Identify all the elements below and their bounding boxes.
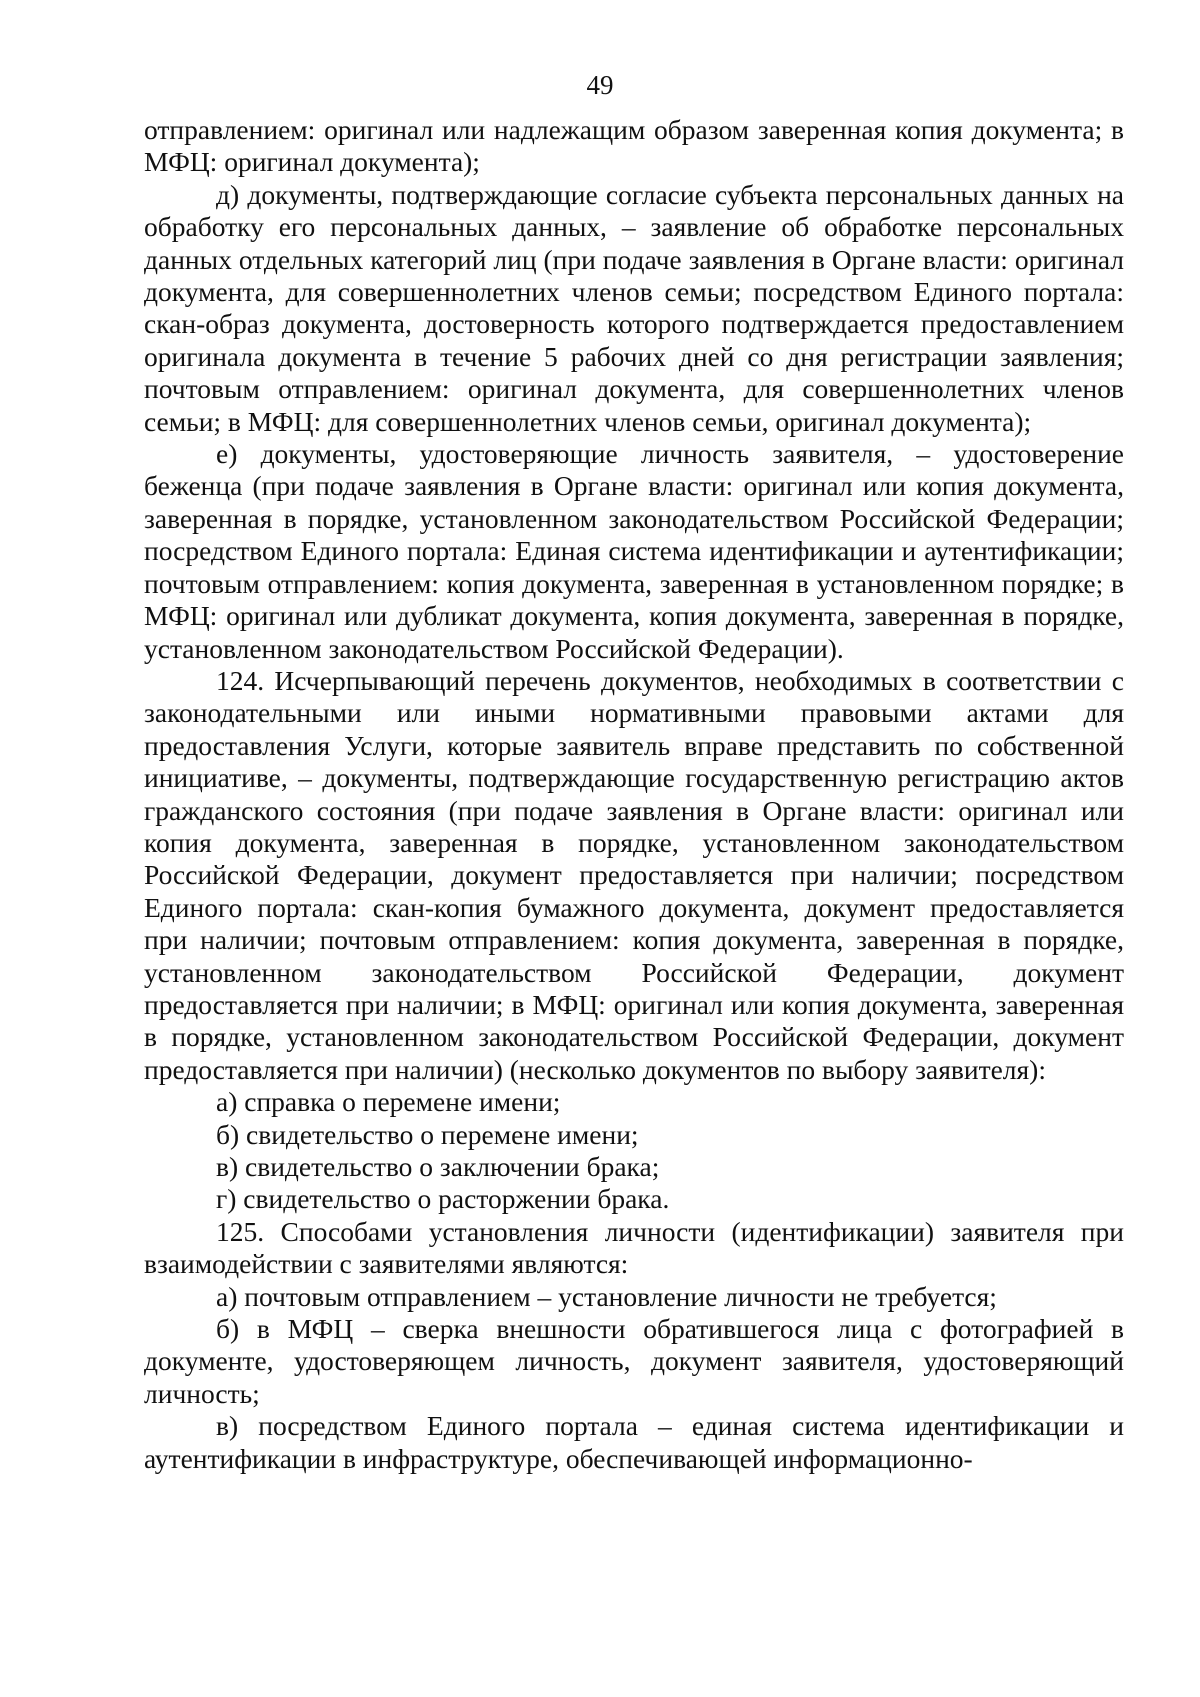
list-item-a-mail: а) почтовым отправлением – установление личности не требуется; xyxy=(216,1280,997,1312)
list-item-g-divorce: г) свидетельство о расторжении брака. xyxy=(216,1183,670,1215)
paragraph-item-d: д) документы, подтверждающие согласие субъекта персональных данных на обработку его персональных данных, – заявление об обработке персональных данных отдельных категорий лиц (при подаче заявления в Органе власти: оригинал документа, для совершеннолетних членов семьи; посредством Единого портала: скан-образ документа, достоверность которого подтверждается предоставлением оригинала документа в течение 5 рабочих дней со дня регистрации заявления; почтовым отправлением: оригинал документа, для совершеннолетних членов семьи; в МФЦ: для совершеннолетних членов семьи, оригинал документа); xyxy=(144,178,1124,437)
paragraph-125: 125. Способами установления личности (идентификации) заявителя при взаимодействии с заявителями являются: xyxy=(144,1215,1124,1280)
list-item-b-mfc: б) в МФЦ – сверка внешности обратившегося лица с фотографией в документе, удостоверяющем личность, документ заявителя, удостоверяющий личность; xyxy=(144,1313,1124,1409)
paragraph-124: 124. Исчерпывающий перечень документов, необходимых в соответствии с законодательными или иными нормативными правовыми актами для предоставления Услуги, которые заявитель вправе представить по собственной инициативе, – документы, подтверждающие государственную регистрацию актов гражданского состояния (при подаче заявления в Органе власти: оригинал или копия документа, заверенная в порядке, установленном законодательством Российской Федерации, документ предоставляется при наличии; посредством Единого портала: скан-копия бумажного документа, документ предоставляется при наличии; почтовым отправлением: копия документа, заверенная в порядке, установленном законодательством Российской Федерации, документ предоставляется при наличии; в МФЦ: оригинал или копия документа, заверенная в порядке, установленном законодательством Российской Федерации, документ предоставляется при наличии) (несколько документов по выбору заявителя): xyxy=(144,664,1124,1085)
paragraph-item-e: е) документы, удостоверяющие личность заявителя, – удостоверение беженца (при подаче заявления в Органе власти: оригинал или копия документа, заверенная в порядке, установленном законодательством Российской Федерации; посредством Единого портала: Единая система идентификации и аутентификации; почтовым отправлением: копия документа, заверенная в установленном порядке; в МФЦ: оригинал или дубликат документа, копия документа, заверенная в порядке, установленном законодательством Российской Федерации). xyxy=(144,438,1124,664)
list-item-a-name-change-certificate: а) справка о перемене имени; xyxy=(216,1086,561,1118)
paragraph-continuation: отправлением: оригинал или надлежащим образом заверенная копия документа; в МФЦ: оригинал документа); xyxy=(144,114,1124,178)
list-item-v-portal: в) посредством Единого портала – единая система идентификации и аутентификации в инфраструктуре, обеспечивающей информационно- xyxy=(144,1410,1124,1474)
list-item-v-marriage: в) свидетельство о заключении брака; xyxy=(216,1151,660,1182)
page-number: 49 xyxy=(586,70,614,100)
document-body xyxy=(144,114,1124,1475)
list-item-b-name-change-record: б) свидетельство о перемене имени; xyxy=(216,1118,639,1150)
